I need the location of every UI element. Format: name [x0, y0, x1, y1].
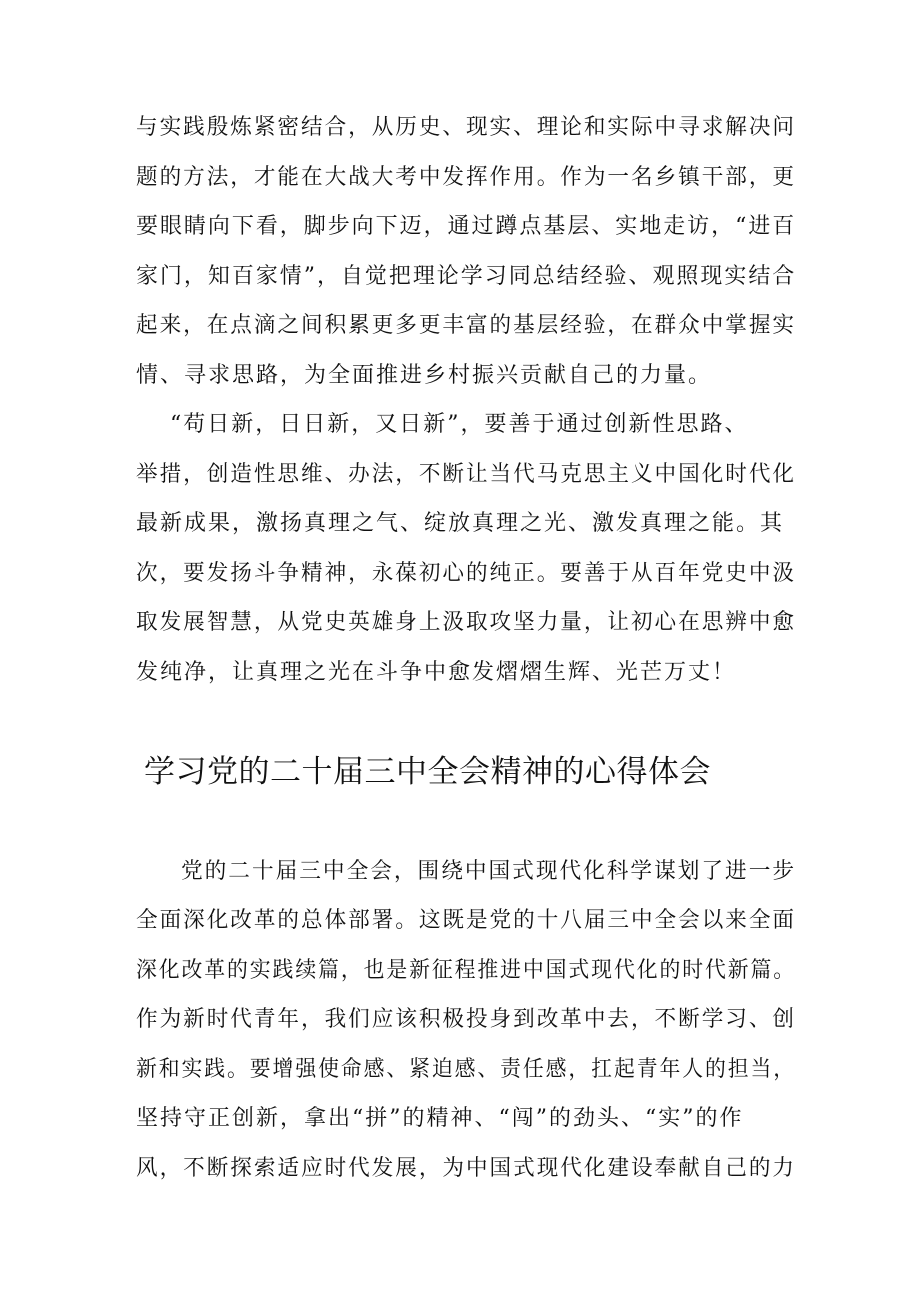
paragraph-line: 与实践殷炼紧密结合，从历史、现实、理论和实际中寻求解决问 — [136, 115, 796, 140]
paragraph-line: 取发展智慧，从党史英雄身上汲取攻坚力量，让初心在思辨中愈 — [136, 610, 796, 635]
paragraph-line: 情、寻求思路，为全面推进乡村振兴贡献自己的力量。 — [136, 363, 713, 388]
paragraph-line: 题的方法，才能在大战大考中发挥作用。作为一名乡镇干部，更 — [136, 165, 796, 190]
paragraph-line: 坚持守正创新，拿出“拼”的精神、“闯”的劲头、“实”的作 — [136, 1106, 744, 1131]
paragraph-line: 次，要发扬斗争精神，永葆初心的纯正。要善于从百年党史中汲 — [136, 561, 796, 586]
article-title: 学习党的二十届三中全会精神的心得体会 — [144, 754, 711, 790]
paragraph-line: 新和实践。要增强使命感、紧迫感、责任感，扛起青年人的担当， — [136, 1057, 797, 1082]
paragraph-line: 起来，在点滴之间积累更多更丰富的基层经验，在群众中掌握实 — [136, 313, 796, 338]
paragraph-line: 风，不断探索适应时代发展，为中国式现代化建设奉献自己的力 — [136, 1156, 796, 1181]
paragraph-line: 最新成果，激扬真理之气、绽放真理之光、激发真理之能。其 — [136, 511, 785, 536]
paragraph-line: 要眼睛向下看，脚步向下迈，通过蹲点基层、实地走访，“进百 — [136, 214, 797, 239]
paragraph-line: 全面深化改革的总体部署。这既是党的十八届三中全会以来全面 — [136, 908, 796, 933]
paragraph-line: 家门，知百家情”，自觉把理论学习同总结经验、观照现实结合 — [136, 264, 797, 289]
paragraph-line: 深化改革的实践续篇，也是新征程推进中国式现代化的时代新篇。 — [136, 958, 797, 983]
paragraph-line: 作为新时代青年，我们应该积极投身到改革中去，不断学习、创 — [136, 1007, 796, 1032]
paragraph-line: 党的二十届三中全会，围绕中国式现代化科学谋划了进一步 — [181, 859, 797, 884]
paragraph-line: 举措，创造性思维、办法，不断让当代马克思主义中国化时代化 — [136, 462, 796, 487]
paragraph-line: 发纯净，让真理之光在斗争中愈发熠熠生辉、光芒万丈！ — [136, 660, 737, 685]
paragraph-line: “苟日新，日日新，又日新”，要善于通过创新性思路、 — [170, 412, 749, 437]
